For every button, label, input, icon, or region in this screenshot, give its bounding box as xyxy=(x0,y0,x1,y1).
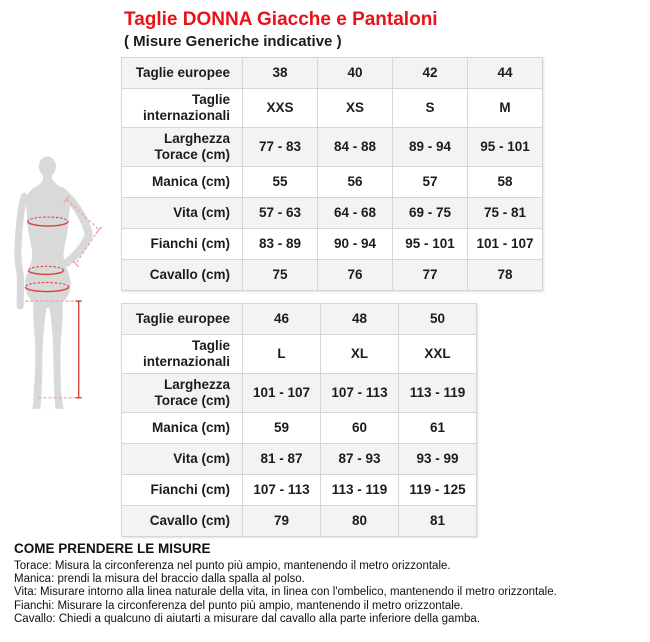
size-table-row xyxy=(122,374,477,413)
title-block xyxy=(124,8,438,52)
size-value-cell: 81 xyxy=(399,506,477,537)
size-value-cell: 38 xyxy=(243,58,318,89)
size-value-cell: 56 xyxy=(318,167,393,198)
row-label: Cavallo (cm) xyxy=(122,506,243,537)
row-label: Taglie internazionali xyxy=(122,89,243,128)
size-value-cell: 101 - 107 xyxy=(243,374,321,413)
row-label: Cavallo (cm) xyxy=(122,260,243,291)
size-value-cell: 77 - 83 xyxy=(243,128,318,167)
size-value-cell: 95 - 101 xyxy=(393,229,468,260)
size-value-cell: 57 xyxy=(393,167,468,198)
size-value-cell: M xyxy=(468,89,543,128)
instruction-line: Cavallo: Chiedi a qualcuno di aiutarti a misurare dal cavallo alla parte inferiore della gamba. xyxy=(14,612,481,625)
size-value-cell: 64 - 68 xyxy=(318,198,393,229)
row-label: Manica (cm) xyxy=(122,413,243,444)
size-table-row xyxy=(122,335,477,374)
row-label: Larghezza Torace (cm) xyxy=(122,374,243,413)
size-value-cell: 89 - 94 xyxy=(393,128,468,167)
size-table-row xyxy=(122,58,543,89)
instruction-line: Manica: prendi la misura del braccio dalla spalla al polso. xyxy=(14,573,305,586)
female-silhouette-icon xyxy=(8,150,104,422)
size-table-38-44 xyxy=(121,57,543,291)
size-table-row xyxy=(122,506,477,537)
row-label: Manica (cm) xyxy=(122,167,243,198)
size-value-cell: 113 - 119 xyxy=(399,374,477,413)
row-label: Taglie internazionali xyxy=(122,335,243,374)
size-value-cell: 61 xyxy=(399,413,477,444)
size-table-row xyxy=(122,260,543,291)
size-value-cell: 107 - 113 xyxy=(321,374,399,413)
size-value-cell: XXS xyxy=(243,89,318,128)
size-value-cell: 84 - 88 xyxy=(318,128,393,167)
size-value-cell: 80 xyxy=(321,506,399,537)
size-value-cell: 60 xyxy=(321,413,399,444)
size-value-cell: 44 xyxy=(468,58,543,89)
instruction-line: Fianchi: Misurare la circonferenza del punto più ampio, mantenendo il metro orizzontale. xyxy=(14,599,464,612)
size-value-cell: 57 - 63 xyxy=(243,198,318,229)
how-to-measure-section xyxy=(14,540,646,626)
size-value-cell: 48 xyxy=(321,304,399,335)
page-subtitle: ( Misure Generiche indicative ) xyxy=(124,33,342,50)
size-value-cell: 59 xyxy=(243,413,321,444)
size-value-cell: 101 - 107 xyxy=(468,229,543,260)
size-value-cell: 75 - 81 xyxy=(468,198,543,229)
instruction-line: Vita: Misurare intorno alla linea naturale della vita, in linea con l'ombelico, mantenendo il metro orizzontale. xyxy=(14,586,557,599)
size-value-cell: 77 xyxy=(393,260,468,291)
size-value-cell: 83 - 89 xyxy=(243,229,318,260)
size-value-cell: 93 - 99 xyxy=(399,444,477,475)
row-label: Fianchi (cm) xyxy=(122,475,243,506)
size-value-cell: 78 xyxy=(468,260,543,291)
size-table-row xyxy=(122,128,543,167)
size-value-cell: XL xyxy=(321,335,399,374)
size-value-cell: 76 xyxy=(318,260,393,291)
size-value-cell: 55 xyxy=(243,167,318,198)
size-table-row xyxy=(122,167,543,198)
size-value-cell: 40 xyxy=(318,58,393,89)
size-value-cell: 119 - 125 xyxy=(399,475,477,506)
size-table-46-50 xyxy=(121,303,477,537)
female-measurement-figure xyxy=(8,150,104,422)
size-value-cell: 107 - 113 xyxy=(243,475,321,506)
size-value-cell: 81 - 87 xyxy=(243,444,321,475)
size-table-row xyxy=(122,444,477,475)
size-value-cell: L xyxy=(243,335,321,374)
size-value-cell: 90 - 94 xyxy=(318,229,393,260)
row-label: Larghezza Torace (cm) xyxy=(122,128,243,167)
size-value-cell: 95 - 101 xyxy=(468,128,543,167)
size-table-row xyxy=(122,198,543,229)
size-table-row xyxy=(122,304,477,335)
row-label: Taglie europee xyxy=(122,58,243,89)
size-value-cell: S xyxy=(393,89,468,128)
page-title: Taglie DONNA Giacche e Pantaloni xyxy=(124,9,438,30)
size-value-cell: 69 - 75 xyxy=(393,198,468,229)
size-value-cell: 87 - 93 xyxy=(321,444,399,475)
row-label: Vita (cm) xyxy=(122,444,243,475)
size-value-cell: XS xyxy=(318,89,393,128)
size-table-row xyxy=(122,475,477,506)
size-value-cell: 58 xyxy=(468,167,543,198)
how-to-measure-lines xyxy=(14,560,646,626)
size-table-row xyxy=(122,89,543,128)
size-table-row xyxy=(122,413,477,444)
size-value-cell: 79 xyxy=(243,506,321,537)
size-value-cell: 50 xyxy=(399,304,477,335)
instruction-line: Torace: Misura la circonferenza nel punto più ampio, mantenendo il metro orizzontale. xyxy=(14,560,451,572)
size-value-cell: XXL xyxy=(399,335,477,374)
row-label: Vita (cm) xyxy=(122,198,243,229)
row-label: Fianchi (cm) xyxy=(122,229,243,260)
size-value-cell: 113 - 119 xyxy=(321,475,399,506)
size-value-cell: 46 xyxy=(243,304,321,335)
size-table-row xyxy=(122,229,543,260)
how-to-measure-title: COME PRENDERE LE MISURE xyxy=(14,541,211,556)
size-value-cell: 42 xyxy=(393,58,468,89)
size-value-cell: 75 xyxy=(243,260,318,291)
row-label: Taglie europee xyxy=(122,304,243,335)
